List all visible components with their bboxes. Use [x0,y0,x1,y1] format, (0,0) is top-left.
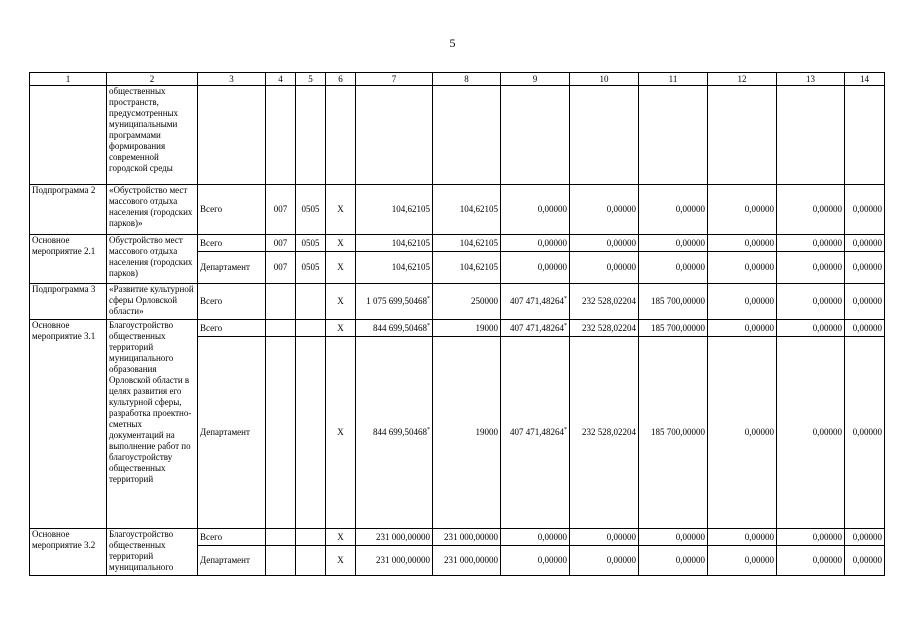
value-cell: 104,62105 [356,235,433,252]
value-cell: 0,00000 [845,320,885,337]
value-cell: 0,00000 [570,235,639,252]
rzpr-cell: 0505 [296,252,326,284]
column-header: 4 [266,73,296,86]
column-header: 5 [296,73,326,86]
program-code-cell: Основное мероприятие 3.2 [30,529,107,576]
value-cell: 19000 [433,337,501,529]
program-name-cell: Обустройство мест массового отдыха населения (городских парков) [107,235,198,284]
grbs-cell [266,546,296,576]
value-cell: 0,00000 [845,337,885,529]
value-cell: 407 471,48264* [501,320,570,337]
footnote-mark: * [427,322,430,329]
value-cell: 0,00000 [777,546,845,576]
value-cell: 185 700,00000 [639,320,708,337]
payer-cell: Всего [198,529,266,546]
column-header: 8 [433,73,501,86]
value-cell: 0,00000 [570,252,639,284]
payer-cell: Всего [198,235,266,252]
footnote-mark: * [564,322,567,329]
program-name-cell: Благоустройство общественных территорий муниципального образования Орловской области в целях развития его культурной сферы, разработка проектно-сметных документаций на выполнение работ по благоустройству общественных территорий [107,320,198,529]
grbs-cell [266,337,296,529]
program-name-cell: общественных пространств, предусмотренных муниципальными программами формирования современной городской среды [107,86,198,185]
table-row [30,185,885,235]
value-cell: 250000 [433,284,501,320]
value-cell: 0,00000 [708,185,777,235]
value-cell: 844 699,50468* [356,320,433,337]
program-name-cell: «Развитие культурной сферы Орловской области» [107,284,198,320]
value-cell: 0,00000 [501,185,570,235]
csr-cell: X [326,320,356,337]
value-cell: 0,00000 [777,284,845,320]
payer-cell: Всего [198,320,266,337]
rzpr-cell [296,320,326,337]
program-name-cell: «Обустройство мест массового отдыха населения (городских парков)» [107,185,198,235]
grbs-cell [266,529,296,546]
value-cell: 104,62105 [433,185,501,235]
value-cell: 0,00000 [777,320,845,337]
csr-cell: X [326,284,356,320]
csr-cell: X [326,337,356,529]
table-row [30,529,885,546]
value-cell: 232 528,02204 [570,320,639,337]
value-cell: 0,00000 [845,235,885,252]
value-cell: 104,62105 [433,235,501,252]
rzpr-cell [296,529,326,546]
grbs-cell: 007 [266,235,296,252]
value-cell: 0,00000 [639,185,708,235]
budget-table [29,72,885,576]
column-header: 2 [107,73,198,86]
value-cell: 844 699,50468* [356,337,433,529]
value-cell: 0,00000 [639,529,708,546]
value-cell: 104,62105 [433,252,501,284]
payer-cell: Департамент [198,252,266,284]
column-header: 9 [501,73,570,86]
program-code-cell: Подпрограмма 2 [30,185,107,235]
payer-cell: Департамент [198,546,266,576]
rzpr-cell [296,546,326,576]
column-header: 14 [845,73,885,86]
program-name-cell: Благоустройство общественных территорий муниципального [107,529,198,576]
rzpr-cell: 0505 [296,185,326,235]
value-cell: 1 075 699,50468* [356,284,433,320]
value-cell: 0,00000 [570,546,639,576]
program-code-cell [30,86,107,185]
value-cell: 0,00000 [501,546,570,576]
csr-cell: X [326,546,356,576]
value-cell: 231 000,00000 [356,546,433,576]
value-cell: 0,00000 [501,529,570,546]
value-cell: 231 000,00000 [356,529,433,546]
footnote-mark: * [564,427,567,433]
value-cell: 0,00000 [708,284,777,320]
value-cell: 231 000,00000 [433,529,501,546]
table-row [30,235,885,252]
value-cell: 0,00000 [708,320,777,337]
page-number: 5 [449,36,456,50]
value-cell: 0,00000 [501,235,570,252]
value-cell: 0,00000 [708,235,777,252]
footnote-mark: * [427,296,430,302]
payer-cell: Всего [198,185,266,235]
column-header: 6 [326,73,356,86]
value-cell: 0,00000 [639,252,708,284]
value-cell: 0,00000 [845,284,885,320]
value-cell: 232 528,02204 [570,337,639,529]
program-code-cell: Основное мероприятие 2.1 [30,235,107,284]
value-cell: 0,00000 [777,185,845,235]
value-cell: 0,00000 [777,529,845,546]
value-cell: 232 528,02204 [570,284,639,320]
csr-cell: X [326,529,356,546]
value-cell: 185 700,00000 [639,337,708,529]
column-header: 12 [708,73,777,86]
value-cell: 104,62105 [356,185,433,235]
csr-cell: X [326,252,356,284]
value-cell: 0,00000 [777,252,845,284]
rzpr-cell [296,337,326,529]
column-header: 10 [570,73,639,86]
payer-cell: Департамент [198,337,266,529]
csr-cell: X [326,235,356,252]
value-cell: 0,00000 [708,337,777,529]
value-cell: 0,00000 [708,546,777,576]
table-row [30,284,885,320]
value-cell: 0,00000 [639,235,708,252]
value-cell: 407 471,48264* [501,337,570,529]
grbs-cell: 007 [266,252,296,284]
value-cell: 0,00000 [708,252,777,284]
value-cell: 104,62105 [356,252,433,284]
header-row [30,73,885,86]
grbs-cell [266,284,296,320]
column-header: 13 [777,73,845,86]
rzpr-cell: 0505 [296,235,326,252]
value-cell: 0,00000 [845,185,885,235]
footnote-mark: * [427,427,430,433]
value-cell: 0,00000 [777,235,845,252]
value-cell: 0,00000 [777,337,845,529]
value-cell: 407 471,48264* [501,284,570,320]
value-cell: 0,00000 [708,529,777,546]
program-code-cell: Подпрограмма 3 [30,284,107,320]
grbs-cell [266,320,296,337]
program-code-cell: Основное мероприятие 3.1 [30,320,107,529]
value-cell: 0,00000 [570,529,639,546]
table-row [30,86,885,185]
column-header: 11 [639,73,708,86]
payer-cell: Всего [198,284,266,320]
value-cell: 0,00000 [639,546,708,576]
csr-cell: X [326,185,356,235]
column-header: 7 [356,73,433,86]
value-cell: 231 000,00000 [433,546,501,576]
value-cell: 0,00000 [501,252,570,284]
column-header: 3 [198,73,266,86]
column-header: 1 [30,73,107,86]
value-cell: 0,00000 [845,252,885,284]
value-cell: 0,00000 [845,546,885,576]
footnote-mark: * [564,296,567,302]
grbs-cell: 007 [266,185,296,235]
rzpr-cell [296,284,326,320]
table-row [30,320,885,337]
value-cell: 0,00000 [845,529,885,546]
value-cell: 185 700,00000 [639,284,708,320]
value-cell: 19000 [433,320,501,337]
value-cell: 0,00000 [570,185,639,235]
